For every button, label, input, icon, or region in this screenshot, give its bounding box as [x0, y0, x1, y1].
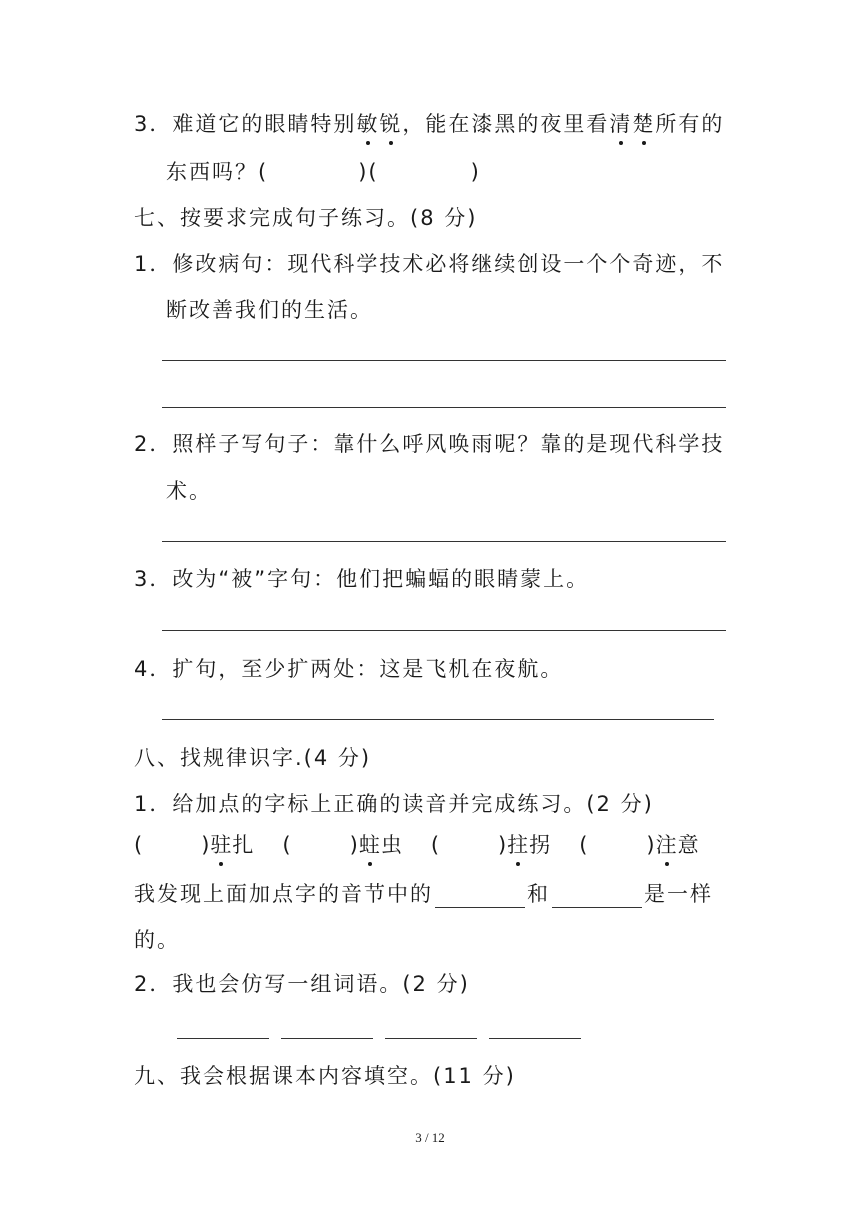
- word-char: 意: [677, 833, 700, 857]
- section-8-title: 八、找规律识字.(4 分): [134, 746, 372, 770]
- s8-q2: 2．我也会仿写一组词语。(2 分): [134, 972, 470, 996]
- s7-q3: 3．改为“被”字句：他们把蝙蝠的眼睛蒙上。: [134, 567, 590, 591]
- fill-blank[interactable]: [552, 885, 642, 908]
- answer-line[interactable]: [162, 719, 714, 720]
- dotted-char: 拄: [507, 833, 530, 857]
- q-text: 所有的: [655, 112, 725, 136]
- word-blank[interactable]: [177, 1038, 269, 1039]
- word-char: 虫: [380, 833, 403, 857]
- s7-q4: 4．扩句，至少扩两处：这是飞机在夜航。: [134, 657, 564, 681]
- paren: ): [349, 833, 359, 857]
- paren: ): [646, 833, 656, 857]
- paren: (: [134, 833, 144, 857]
- paren: )(: [358, 160, 379, 184]
- fill-blank[interactable]: [435, 885, 525, 908]
- dotted-char: 楚: [632, 112, 656, 136]
- paren: ): [470, 160, 481, 184]
- s8-q1: 1．给加点的字标上正确的读音并完成练习。(2 分): [134, 792, 654, 816]
- s7-q2-line2: 术。: [166, 479, 212, 503]
- s7-q1-line1: 1．修改病句：现代科学技术必将继续创设一个个奇迹，不: [134, 252, 725, 276]
- answer-line[interactable]: [162, 541, 726, 542]
- section-9-title: 九、我会根据课本内容填空。(11 分): [134, 1064, 516, 1088]
- q-text: 是一样: [644, 882, 713, 906]
- answer-line[interactable]: [162, 360, 726, 361]
- s8-find-line2: 的。: [134, 928, 180, 952]
- q-text: 我发现上面加点字的音节中的: [134, 882, 433, 906]
- dotted-char: 清: [609, 112, 633, 136]
- s7-q2-line1: 2．照样子写句子：靠什么呼风唤雨呢？靠的是现代科学技: [134, 432, 725, 456]
- word-char: 扎: [232, 833, 255, 857]
- q-number: 3．: [134, 112, 173, 136]
- q-text: 东西吗？(: [166, 160, 269, 184]
- q6-3-line1: [134, 110, 724, 138]
- s8-word-row: [134, 831, 700, 859]
- s8-find-line: [134, 880, 713, 908]
- q6-3-line2: [166, 158, 481, 186]
- page-number: 3 / 12: [415, 1130, 445, 1145]
- paren: (: [430, 833, 441, 857]
- answer-line[interactable]: [162, 630, 726, 631]
- paren: (: [282, 833, 292, 857]
- paren: ): [201, 833, 211, 857]
- q-text: 和: [527, 882, 550, 906]
- answer-line[interactable]: [162, 407, 726, 408]
- word-char: 拐: [529, 833, 552, 857]
- dotted-char: 敏: [356, 112, 380, 136]
- paren: ): [498, 833, 508, 857]
- q-text: ，能在漆黑的夜里看: [402, 112, 610, 136]
- dotted-char: 注: [655, 833, 678, 857]
- dotted-char: 驻: [210, 833, 233, 857]
- word-blank[interactable]: [385, 1038, 477, 1039]
- paren: (: [579, 833, 589, 857]
- section-7-title: 七、按要求完成句子练习。(8 分): [134, 206, 478, 230]
- q-text: 难道它的眼睛特别: [172, 112, 357, 136]
- word-blank[interactable]: [281, 1038, 373, 1039]
- s7-q1-line2: 断改善我们的生活。: [166, 298, 373, 322]
- dotted-char: 锐: [379, 112, 403, 136]
- word-blank[interactable]: [489, 1038, 581, 1039]
- dotted-char: 蛀: [358, 833, 381, 857]
